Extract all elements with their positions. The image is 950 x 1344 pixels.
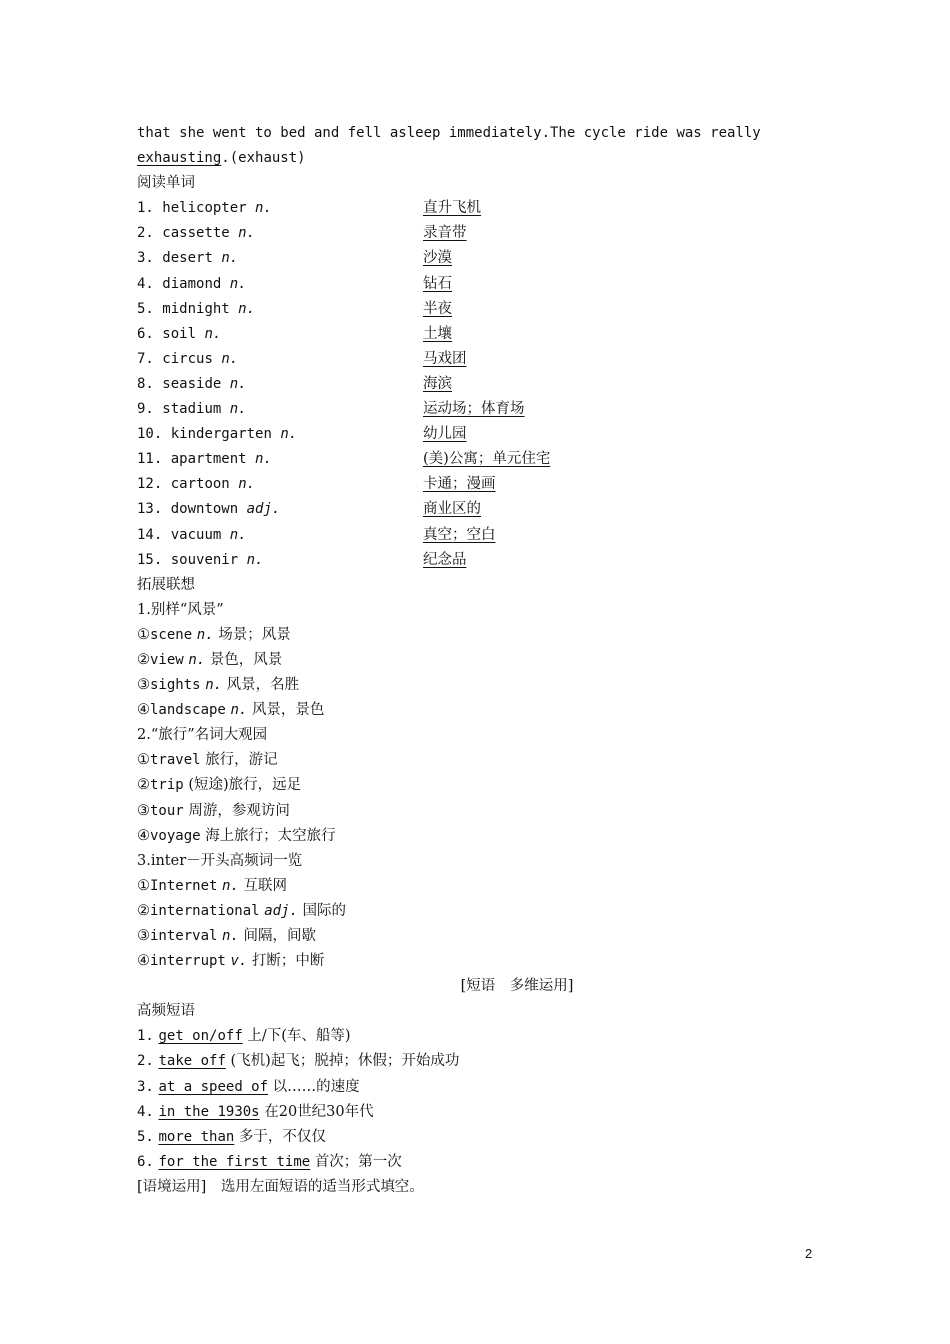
extension-pos: n. [222, 877, 239, 894]
extension-item [137, 748, 837, 773]
phrase-meaning: 首次；第一次 [314, 1153, 402, 1170]
vocab-number: 14. [137, 526, 163, 543]
item-marker: ① [137, 626, 150, 643]
vocab-word: cassette [162, 225, 230, 242]
vocab-pos: n. [246, 551, 264, 568]
vocab-item [137, 196, 837, 221]
intro-answer: exhausting [137, 150, 222, 167]
extension-item [137, 874, 837, 899]
extension-item [137, 899, 837, 924]
item-marker: ③ [137, 928, 150, 944]
vocab-pos: n. [229, 275, 247, 292]
extension-item [137, 799, 837, 824]
page-number: 2 [805, 1246, 813, 1261]
extension-word: international [150, 902, 260, 919]
intro-hint: .(exhaust) [221, 150, 306, 167]
vocab-pos: n. [229, 401, 247, 418]
phrase-meaning: 在20世纪30年代 [264, 1103, 374, 1120]
vocab-pos: n. [238, 476, 256, 493]
vocab-item [137, 548, 837, 573]
extension-meaning: 场景；风景 [218, 626, 291, 643]
vocab-word: cartoon [170, 476, 230, 493]
extension-word: interrupt [150, 953, 226, 970]
extension-meaning: 海上旅行；太空旅行 [205, 827, 336, 844]
extension-pos: n. [188, 651, 206, 668]
phrase-text: more than [158, 1128, 235, 1145]
extension-meaning: 风景，景色 [251, 702, 325, 719]
phrase-number: 1. [137, 1028, 154, 1045]
vocab-meaning: 商业区的 [423, 501, 481, 518]
vocab-number: 4. [137, 275, 154, 292]
vocab-meaning: 土壤 [423, 325, 452, 342]
vocab-number: 15. [137, 551, 163, 568]
vocab-item [137, 347, 837, 372]
vocab-pos: n. [280, 426, 298, 443]
phrase-item [137, 1150, 837, 1175]
vocab-term [137, 447, 272, 472]
reading-vocab-list [137, 196, 837, 572]
vocab-pos: n. [221, 350, 239, 367]
extension-meaning: 景色，风景 [209, 651, 283, 668]
phrase-meaning: 多于，不仅仅 [238, 1128, 326, 1145]
vocab-number: 12. [137, 476, 163, 493]
vocab-item [137, 272, 837, 297]
vocab-pos: n. [255, 200, 272, 217]
vocab-number: 5. [137, 300, 154, 317]
extension-pos: adj. [264, 902, 298, 919]
extension-list [137, 598, 837, 974]
vocab-term [137, 422, 297, 447]
vocab-word: apartment [170, 451, 247, 468]
extension-pos: n. [222, 928, 239, 944]
vocab-meaning: 半夜 [423, 300, 452, 317]
vocab-word: vacuum [170, 526, 222, 543]
extension-meaning: 周游，参观访问 [188, 802, 290, 819]
vocab-term [137, 196, 272, 221]
extension-word: tour [150, 802, 184, 819]
vocab-meaning: 幼儿园 [423, 426, 467, 443]
vocab-item [137, 497, 837, 522]
vocab-item [137, 472, 837, 497]
phrase-item [137, 1100, 837, 1125]
vocab-word: desert [162, 250, 213, 267]
extension-meaning: 打断；中断 [251, 953, 325, 970]
vocab-item [137, 246, 837, 271]
extension-item [137, 623, 837, 648]
vocab-number: 10. [137, 426, 163, 443]
vocab-number: 2. [137, 225, 154, 242]
vocab-term [137, 523, 247, 548]
item-marker: ④ [137, 827, 150, 844]
intro-text: that she went to bed and fell asleep immediately.The cycle ride was really [137, 125, 761, 141]
phrase-meaning: 以……的速度 [272, 1078, 360, 1095]
vocab-meaning: 卡通；漫画 [423, 476, 496, 493]
extension-word: scene [150, 626, 193, 643]
item-marker: ② [137, 902, 150, 919]
intro-answer-line [137, 146, 837, 171]
phrase-number: 6. [137, 1153, 154, 1170]
vocab-meaning: 纪念品 [423, 551, 467, 568]
vocab-word: soil [162, 325, 197, 342]
vocab-meaning: 录音带 [423, 225, 467, 242]
vocab-word: stadium [162, 401, 222, 418]
extension-word: travel [150, 752, 201, 769]
vocab-pos: n. [255, 451, 272, 468]
extension-meaning: (短途)旅行，远足 [188, 777, 302, 794]
vocab-term [137, 272, 247, 297]
extension-item [137, 698, 837, 723]
vocab-item [137, 297, 837, 322]
extension-pos: n. [230, 702, 248, 719]
vocab-meaning: 真空；空白 [423, 526, 496, 543]
item-marker: ② [137, 777, 150, 794]
extension-item [137, 648, 837, 673]
vocab-term [137, 397, 247, 422]
extension-meaning: 互联网 [243, 877, 288, 894]
vocab-meaning: 沙漠 [423, 250, 452, 267]
extension-word: landscape [150, 702, 226, 719]
item-marker: ④ [137, 953, 150, 970]
extension-meaning: 间隔，间歇 [243, 928, 317, 944]
vocab-term [137, 246, 238, 271]
vocab-item [137, 322, 837, 347]
vocab-term [137, 372, 247, 397]
vocab-meaning: 直升飞机 [423, 200, 481, 217]
extension-word: trip [150, 777, 184, 794]
phrase-number: 5. [137, 1128, 154, 1145]
vocab-word: circus [162, 350, 213, 367]
item-marker: ① [137, 752, 150, 769]
extension-group-title: 1.别样“风景” [137, 601, 224, 618]
vocab-pos: n. [221, 250, 239, 267]
extension-group-title: 3.inter－开头高频词一览 [137, 852, 303, 869]
vocab-term [137, 297, 255, 322]
item-marker: ② [137, 651, 150, 668]
item-marker: ④ [137, 702, 150, 719]
vocab-word: souvenir [170, 551, 239, 568]
vocab-number: 6. [137, 325, 154, 342]
vocab-number: 7. [137, 350, 154, 367]
phrase-item [137, 1125, 837, 1150]
vocab-term [137, 472, 255, 497]
vocab-item [137, 422, 837, 447]
vocab-item [137, 397, 837, 422]
vocab-number: 8. [137, 375, 154, 392]
phrase-number: 2. [137, 1053, 154, 1070]
phrase-list [137, 1024, 837, 1175]
vocab-number: 1. [137, 200, 154, 217]
phrases-heading: 高频短语 [137, 1003, 195, 1020]
extension-word: view [150, 651, 184, 668]
extension-word: Internet [150, 877, 218, 894]
reading-vocab-heading: 阅读单词 [137, 175, 195, 192]
vocab-pos: n. [204, 325, 222, 342]
phrase-text: for the first time [158, 1153, 311, 1170]
vocab-term [137, 221, 255, 246]
vocab-item [137, 221, 837, 246]
extension-item [137, 949, 837, 974]
vocab-pos: n. [238, 225, 256, 242]
vocab-number: 9. [137, 401, 154, 418]
vocab-meaning: 钻石 [423, 275, 452, 292]
vocab-item [137, 447, 837, 472]
exercise-instruction: [语境运用] 选用左面短语的适当形式填空。 [137, 1178, 424, 1195]
phrase-item [137, 1024, 837, 1049]
extension-item [137, 773, 837, 798]
extension-pos: n. [205, 677, 223, 694]
intro-line [137, 121, 837, 146]
vocab-term [137, 497, 280, 522]
item-marker: ③ [137, 677, 150, 694]
extension-pos: v. [230, 953, 248, 970]
phrases-banner: [短语 多维运用] [460, 978, 574, 995]
phrase-item [137, 1075, 837, 1100]
extension-word: sights [150, 677, 201, 694]
extension-pos: n. [196, 626, 214, 643]
extension-item [137, 924, 837, 949]
extension-item [137, 824, 837, 849]
phrase-meaning: 上/下(车、船等) [247, 1028, 351, 1045]
vocab-word: downtown [170, 501, 239, 518]
extension-item [137, 673, 837, 698]
phrase-text: at a speed of [158, 1078, 269, 1095]
vocab-meaning: (美)公寓；单元住宅 [423, 451, 551, 468]
vocab-term [137, 548, 263, 573]
extension-group-title: 2.“旅行”名词大观园 [137, 727, 268, 744]
vocab-pos: n. [238, 300, 256, 317]
vocab-word: helicopter [162, 200, 247, 217]
vocab-word: midnight [162, 300, 230, 317]
vocab-meaning: 运动场；体育场 [423, 401, 525, 418]
phrase-item [137, 1049, 837, 1074]
vocab-term [137, 322, 221, 347]
vocab-term [137, 347, 238, 372]
extension-word: voyage [150, 827, 201, 844]
phrase-text: get on/off [158, 1028, 243, 1045]
phrase-number: 3. [137, 1078, 154, 1095]
phrase-text: in the 1930s [158, 1103, 260, 1120]
extension-heading: 拓展联想 [137, 576, 195, 593]
item-marker: ③ [137, 802, 150, 819]
phrase-number: 4. [137, 1103, 154, 1120]
item-marker: ① [137, 877, 150, 894]
extension-meaning: 国际的 [302, 902, 347, 919]
extension-meaning: 风景，名胜 [226, 677, 300, 694]
vocab-pos: n. [229, 526, 247, 543]
vocab-pos: adj. [246, 501, 281, 518]
extension-meaning: 旅行，游记 [205, 752, 278, 769]
vocab-pos: n. [229, 375, 247, 392]
vocab-number: 13. [137, 501, 163, 518]
vocab-meaning: 海滨 [423, 375, 452, 392]
phrase-meaning: (飞机)起飞；脱掉；休假；开始成功 [230, 1053, 460, 1070]
vocab-item [137, 523, 837, 548]
vocab-word: kindergarten [170, 426, 272, 443]
vocab-number: 11. [137, 451, 163, 468]
phrase-text: take off [158, 1053, 226, 1070]
vocab-meaning: 马戏团 [423, 350, 467, 367]
document-page [137, 121, 837, 1200]
vocab-item [137, 372, 837, 397]
vocab-word: seaside [162, 375, 222, 392]
extension-word: interval [150, 928, 218, 944]
vocab-number: 3. [137, 250, 154, 267]
vocab-word: diamond [162, 275, 222, 292]
